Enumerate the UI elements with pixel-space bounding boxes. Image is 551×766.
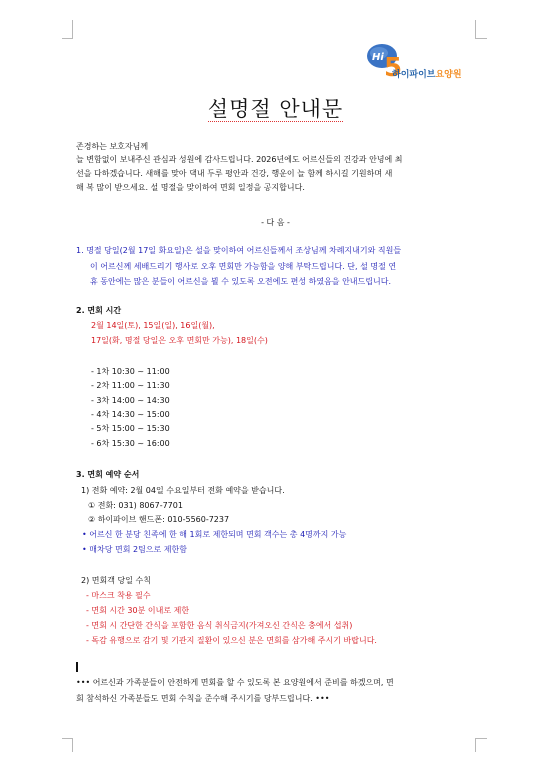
crop-mark-top-left-h bbox=[62, 38, 73, 40]
slot-5: - 5차 15:00 ~ 15:30 bbox=[91, 424, 170, 433]
salutation: 존경하는 보호자님께 bbox=[76, 142, 149, 151]
note-1: • 어르신 한 분당 친족에 한 해 1회로 제한되며 면회 객수는 총 4명까지 가능 bbox=[82, 530, 347, 539]
text-cursor bbox=[76, 662, 78, 672]
page-title bbox=[0, 93, 551, 123]
rule-4: - 독감 유행으로 감기 및 기관지 질환이 있으신 분은 면회를 삼가해 주시기 바랍니다. bbox=[86, 636, 377, 645]
rule-3: - 면회 시 간단한 간식을 포함한 음식 취식금지(가져오신 간식은 충에서 섭취) bbox=[86, 621, 353, 630]
slot-3: - 3차 14:00 ~ 14:30 bbox=[91, 396, 170, 405]
closing-line-1: ••• 어르신과 가족분들이 안전하게 면회를 할 수 있도록 본 요양원에서 준비를 하겠으며, 면 bbox=[76, 678, 394, 687]
section1-line-3: 휴 동안에는 많은 분들이 어르신을 뵐 수 있도록 오전에도 편성 하였음을 안내드립니다. bbox=[90, 277, 391, 286]
crop-mark-bottom-right-h bbox=[475, 738, 487, 740]
crop-mark-top-left bbox=[62, 20, 73, 38]
logo-mark-digit: 5 bbox=[384, 53, 403, 82]
phone-2: ② 하이파이브 핸드폰: 010-5560-7237 bbox=[88, 515, 230, 524]
phone-1: ① 전화: 031) 8067-7701 bbox=[88, 501, 183, 510]
rule-2: - 면회 시간 30분 이내로 제한 bbox=[86, 606, 190, 615]
slot-4: - 4차 14:30 ~ 15:00 bbox=[91, 410, 170, 419]
crop-mark-top-right-h bbox=[475, 38, 487, 40]
crop-mark-bottom-left bbox=[62, 738, 73, 752]
slot-1: - 1차 10:30 ~ 11:00 bbox=[91, 367, 170, 376]
slot-2: - 2차 11:00 ~ 11:30 bbox=[91, 381, 170, 390]
section2-dates-1: 2월 14일(토), 15일(일), 16일(월), bbox=[91, 321, 215, 330]
section1-text-1: 명절 당일(2월 17일 화요일)은 설을 맞이하여 어르신들께서 조상님께 차례지내기와 직원들 bbox=[86, 246, 402, 255]
logo-wordmark bbox=[392, 67, 462, 80]
logo-brand: 하이파이브 bbox=[392, 70, 436, 80]
section3-sub1: 1) 전화 예약: 2월 04일 수요일부터 전화 예약을 받습니다. bbox=[81, 486, 285, 495]
closing-line-2: 회 참석하신 가족분들도 면회 수칙을 준수해 주시기를 당부드립니다. ••• bbox=[76, 694, 330, 703]
crop-mark-top-right bbox=[475, 20, 486, 38]
crop-mark-bottom-left-h bbox=[62, 738, 73, 740]
center-label: - 다 음 - bbox=[261, 218, 290, 227]
page-title-text: 설명절 안내문 bbox=[207, 97, 344, 121]
greeting-line-2: 선을 다하겠습니다. 새해를 맞아 댁내 두루 평안과 건강, 행운이 늘 함께 하시길 기원하며 새 bbox=[76, 169, 393, 178]
logo-suffix: 요양원 bbox=[435, 70, 462, 80]
greeting-line-3: 해 복 많이 받으세요. 설 명절을 맞이하여 면회 일정을 공지합니다. bbox=[76, 183, 305, 192]
section1-line-2: 이 어르신께 세배드리기 행사로 오후 면회만 가능함을 양해 부탁드립니다. 단, 설 명절 연 bbox=[90, 262, 397, 271]
greeting-line-1: 늘 변함없이 보내주신 관심과 성원에 감사드립니다. 2026년에도 어르신들의 건강과 안녕에 최 bbox=[76, 155, 403, 164]
rule-1: - 마스크 착용 필수 bbox=[86, 591, 151, 600]
logo-mark-text: Hi bbox=[372, 52, 384, 63]
crop-mark-bottom-right bbox=[475, 738, 486, 752]
section1-line-1 bbox=[76, 246, 401, 256]
section2-heading: 2. 면회 시간 bbox=[76, 306, 122, 315]
section3-heading: 3. 면회 예약 순서 bbox=[76, 470, 140, 479]
slot-6: - 6차 15:30 ~ 16:00 bbox=[91, 439, 170, 448]
section2-dates-2: 17일(화, 명절 당일은 오후 면회만 가능), 18일(수) bbox=[91, 336, 268, 345]
note-2: • 매차당 면회 2팀으로 제한함 bbox=[82, 545, 187, 554]
section1-number: 1. bbox=[76, 246, 84, 255]
section3-sub2: 2) 면회객 당일 수칙 bbox=[81, 576, 151, 585]
